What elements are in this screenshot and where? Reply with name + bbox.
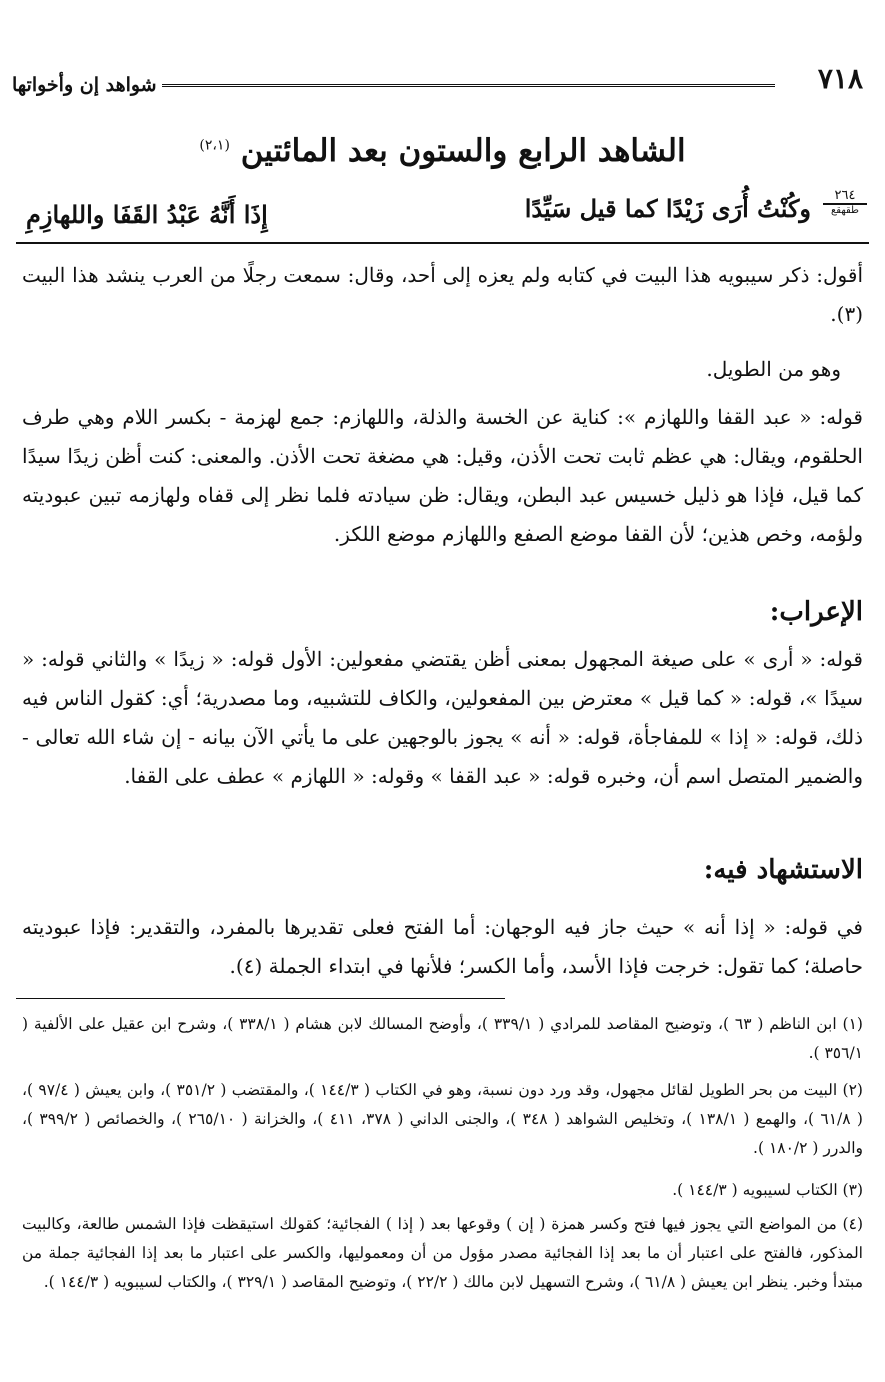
- verse-meter: طقهقع: [830, 205, 859, 216]
- footnote-3: (٣) الكتاب لسيبويه ( ١٤٤/٣ ).: [672, 1181, 863, 1199]
- paragraph-meter: وهو من الطويل.: [706, 357, 841, 381]
- paragraph-meaning: قوله: « عبد القفا واللهازم »: كناية عن الخسة والذلة، واللهازم: جمع لهزمة - بكسر اللام وهي طرف الحلقوم، ويقال: هي عظم ثابت تحت الأذن، وقيل: هي مضغة تحت الأذن. والمعنى: كنت أظن زيدًا سيدًا كما قيل، فإذا هو ذليل خسيس عبد البطن، ويقال: ظن سيادته فلما نظر إلى قفاه ولهازمه تبين عبوديته ولؤمه، وخص هذين؛ لأن القفا موضع الصفع واللهازم موضع اللكز.: [22, 405, 863, 546]
- title-note-ref: (٢،١): [199, 137, 230, 154]
- section-title-text: الشاهد الرابع والستون بعد المائتين: [240, 133, 686, 169]
- verse-number: ٢٦٤: [823, 188, 867, 205]
- footnote-rule: [16, 998, 505, 999]
- verse-line: [18, 188, 867, 236]
- running-title: شواهد إن وأخواتها: [12, 74, 157, 96]
- page-header: [12, 62, 863, 102]
- verse-hemistich-2: إِذَا أَنَّهُ عَبْدُ القَفَا واللهازِمِ: [26, 200, 268, 229]
- section-title: [0, 133, 885, 169]
- header-rule: [162, 84, 775, 89]
- paragraph-irab: قوله: « أرى » على صيغة المجهول بمعنى أظن يقتضي مفعولين: الأول قوله: « زيدًا » والثاني قوله: « سيدًا »، قوله: « كما قيل » معترض بين المفعولين، والكاف للتشبيه، وما مصدرية؛ أي: كقول الناس فيه ذلك، قوله: « إذا » للمفاجأة، قوله: « أنه » يجوز بالوجهين على ما يأتي الآن بيانه - إن شاء الله تعالى - والضمير المتصل اسم أن، وخبره قوله: « عبد القفا » وقوله: « اللهازم » عطف على القفا.: [22, 647, 864, 788]
- heading-irab: الإعراب:: [769, 597, 863, 627]
- footnote-1: (١) ابن الناظم ( ٦٣ )، وتوضيح المقاصد للمرادي ( ٣٣٩/١ )، وأوضح المسالك لابن هشام ( ٣٣٨/١ )، وشرح ابن عقيل على الألفية ( ٣٥٦/١ ).: [22, 1015, 863, 1062]
- paragraph-aqul: أقول: ذكر سيبويه هذا البيت في كتابه ولم يعزه إلى أحد، وقال: سمعت رجلًا من العرب ينشد هذا البيت (٣).: [22, 263, 863, 326]
- verse-hemistich-1: وكُنْتُ أُرَى زَيْدًا كما قيل سَيِّدًا: [524, 194, 811, 223]
- footnote-2: (٢) البيت من بحر الطويل لقائل مجهول، وقد ورد دون نسبة، وهو في الكتاب ( ١٤٤/٣ )، والمقتضب ( ٣٥١/٢ )، وابن يعيش ( ٩٧/٤ )، ( ٦١/٨ )، والهمع ( ١٣٨/١ )، وتخليص الشواهد ( ٣٤٨ )، والجنى الداني ( ٣٧٨، ٤١١ )، والخزانة ( ٢٦٥/١٠ )، والخصائص ( ٣٩٩/٢ )، والدرر ( ١٨٠/٢ ).: [22, 1081, 863, 1157]
- verse-number-box: [823, 188, 867, 216]
- page-number: ٧١٨: [817, 62, 863, 95]
- heading-istishhad: الاستشهاد فيه:: [703, 855, 863, 885]
- paragraph-istishhad: في قوله: « إذا أنه » حيث جاز فيه الوجهان: أما الفتح فعلى تقديرها بالمفرد، والتقدير: فإذا عبوديته حاصلة؛ كما تقول: خرجت فإذا الأسد، وأما الكسر؛ فلأنها في ابتداء الجملة (٤).: [22, 915, 863, 978]
- verse-rule: [16, 242, 869, 244]
- footnote-4: (٤) من المواضع التي يجوز فيها فتح وكسر همزة ( إن ) وقوعها بعد ( إذا ) الفجائية؛ كقولك استيقظت فإذا الشمس طالعة، وكالبيت المذكور، فالفتح على اعتبار أن ما بعد إذا الفجائية مصدر مؤول من أن ومعموليها، والكسر على اعتبار ما بعد إذا الفجائية جملة من مبتدأ وخبر. ينظر ابن يعيش ( ٦١/٨ )، وشرح التسهيل لابن مالك ( ٢٢/٢ )، وتوضيح المقاصد ( ٣٢٩/١ )، والكتاب لسيبويه ( ١٤٤/٣ ).: [22, 1215, 863, 1291]
